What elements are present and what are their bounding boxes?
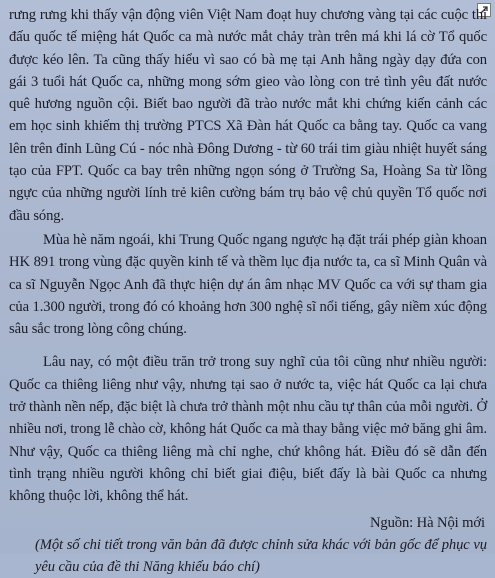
editorial-note: (Một số chi tiết trong văn bản đã được chỉnh sửa khác với bản gốc để phục vụ yêu cầu của đề thi Năng khiếu báo chí) (35, 536, 487, 576)
source-credit: Nguồn: Hà Nội mới (369, 514, 485, 531)
article-body (9, 4, 487, 578)
paragraph-2: Mùa hè năm ngoái, khi Trung Quốc ngang ngược hạ đặt trái phép giàn khoan HK 891 trong vùng đặc quyền kinh tế và thềm lục địa nước ta, ca sĩ Minh Quân và ca sĩ Nguyễn Ngọc Anh đã thực hiện dự án âm nhạc MV Quốc ca với sự tham gia của 1.300 người, trong đó có khoảng hơn 300 nghệ sĩ nổi tiếng, gây niềm xúc động sâu sắc trong lòng công chúng. (9, 231, 487, 338)
paragraph-3: Lâu nay, có một điều trăn trở trong suy nghĩ của tôi cũng như nhiều người: Quốc ca thiêng liêng như vậy, nhưng tại sao ở nước ta, việc hát Quốc ca lại chưa trở thành nền nếp, đặc biệt là chưa trở thành một nhu cầu tự thân của mỗi người. Ở nhiều nơi, trong lễ chào cờ, không hát Quốc ca mà thay bằng việc mở băng ghi âm. Như vậy, Quốc ca thiêng liêng mà chỉ nghe, chứ không hát. Điều đó sẽ dẫn đến tình trạng nhiều người không chỉ biết giai điệu, biết đấy là bài Quốc ca nhưng không thuộc lời, không thể hát. (9, 354, 487, 505)
paragraph-1: rưng rưng khi thấy vận động viên Việt Nam đoạt huy chương vàng tại các cuộc thi đấu quốc tế miệng hát Quốc ca mà nước mắt chảy tràn trên má khi lá cờ Tổ quốc được kéo lên. Ta cũng thấy hiểu vì sao có bà mẹ tại Anh hằng ngày dạy đứa con gái 3 tuổi hát Quốc ca, những mong sớm gieo vào lòng con trẻ tình yêu đất nước quê hương nguồn cội. Biết bao người đã trào nước mắt khi chứng kiến cảnh các em học sinh khiếm thị trường PTCS Xã Đàn hát Quốc ca bằng tay. Quốc ca vang lên trên đỉnh Lũng Cú - nóc nhà Đông Dương - từ 60 trái tim giàu nhiệt huyết sáng tạo của FPT. Quốc ca bay trên những ngọn sóng ở Trường Sa, Hoàng Sa từ lồng ngực của những người lính trẻ kiên cường bám trụ bảo vệ chủ quyền Tổ quốc nơi đầu sóng. (9, 7, 487, 224)
